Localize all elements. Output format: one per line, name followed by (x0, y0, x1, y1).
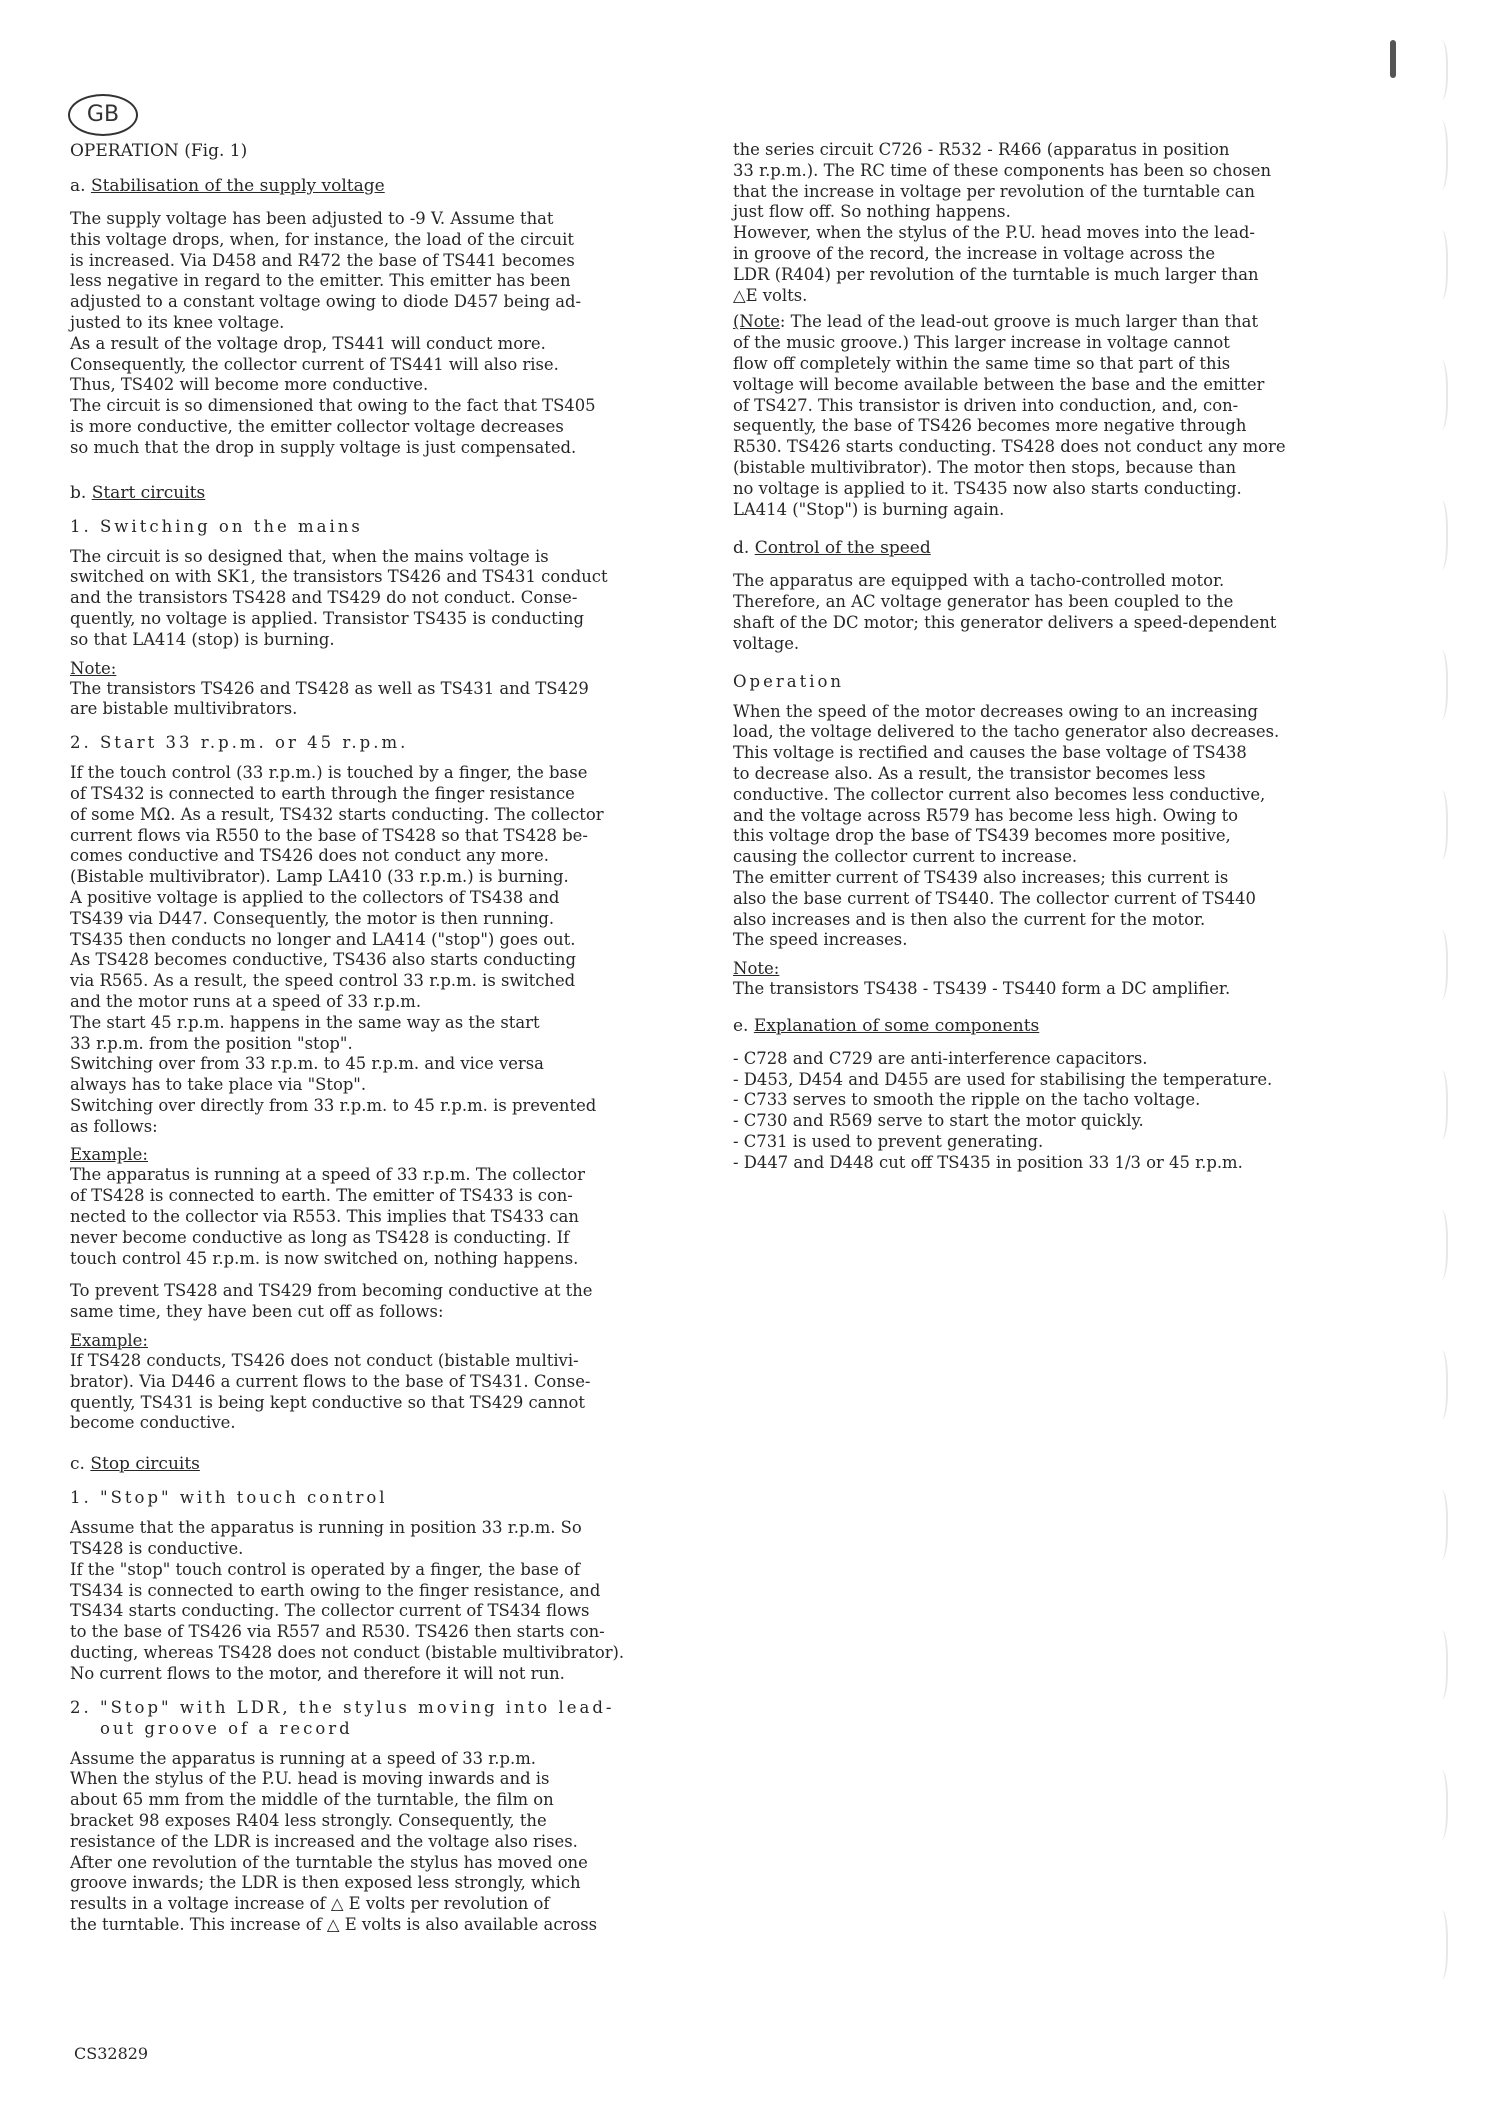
text-line: LDR (R404) per revolution of the turntable is much larger than (733, 264, 1259, 284)
section-title: Start circuits (91, 482, 206, 503)
text-line: less negative in regard to the emitter. This emitter has been (70, 271, 571, 291)
text-line: The speed increases. (733, 930, 908, 950)
text-line: also the base current of TS440. The collector current of TS440 (733, 888, 1256, 908)
section-prefix: e. (733, 1015, 754, 1036)
section-prefix: a. (70, 176, 91, 196)
text-line: The circuit is so dimensioned that owing to the fact that TS405 (70, 396, 596, 416)
text-line: to the base of TS426 via R557 and R530. TS426 then starts con- (70, 1622, 605, 1642)
text-line: also increases and is then also the current for the motor. (733, 909, 1206, 929)
subsection-heading-line: 2. "Stop" with LDR, the stylus moving into lead- (70, 1697, 615, 1717)
page-heading: OPERATION (Fig. 1) (70, 141, 248, 161)
paragraph (70, 1165, 690, 1269)
note-label: Note: (70, 658, 117, 678)
text-line: As a result of the voltage drop, TS441 will conduct more. (70, 333, 546, 353)
paragraph (70, 763, 690, 1137)
page-edge-shadow (1432, 120, 1448, 190)
text-line: The circuit is so designed that, when the mains voltage is (70, 546, 549, 566)
text-line: nected to the collector via R553. This implies that TS433 can (70, 1207, 579, 1227)
text-line: current flows via R550 to the base of TS428 so that TS428 be- (70, 825, 588, 845)
text-line: quently, TS431 is being kept conductive so that TS429 cannot (70, 1392, 585, 1412)
text-line: As TS428 becomes conductive, TS436 also starts conducting (70, 950, 576, 970)
text-line: to decrease also. As a result, the transistor becomes less (733, 763, 1206, 783)
text-line: 33 r.p.m.). The RC time of these components has been so chosen (733, 160, 1272, 180)
page-edge-shadow (1432, 650, 1448, 720)
text-line: This voltage is rectified and causes the base voltage of TS438 (733, 743, 1247, 763)
paragraph (70, 679, 690, 721)
text-line: No current flows to the motor, and therefore it will not run. (70, 1663, 565, 1683)
paragraph (70, 209, 690, 459)
page-edge-shadow (1432, 1630, 1448, 1700)
subsection-heading: 1. "Stop" with touch control (70, 1488, 388, 1508)
text-line: of TS427. This transistor is driven into conduction, and, con- (733, 395, 1239, 415)
text-line: the turntable. This increase of △ E volts is also available across (70, 1915, 598, 1934)
page-edge-shadow (1432, 500, 1448, 570)
section-title: Stabilisation of the supply voltage (90, 176, 385, 196)
page-edge-shadow (1432, 1210, 1448, 1280)
text-line: The transistors TS438 - TS439 - TS440 form a DC amplifier. (733, 979, 1231, 999)
text-line: adjusted to a constant voltage owing to diode D457 being ad- (70, 292, 582, 312)
note-line (733, 312, 1373, 333)
section-title: Explanation of some components (753, 1015, 1040, 1036)
example-label: Example: (70, 1331, 148, 1351)
text-line: never become conductive as long as TS428 is conducting. If (70, 1227, 570, 1247)
text-line: When the stylus of the P.U. head is moving inwards and is (70, 1769, 550, 1789)
page-edge-shadow (1432, 230, 1448, 300)
paragraph (70, 1351, 690, 1434)
text-line: TS428 is conductive. (70, 1539, 244, 1559)
text-line: about 65 mm from the middle of the turntable, the film on (70, 1790, 554, 1810)
text-line: - D453, D454 and D455 are used for stabilising the temperature. (733, 1069, 1273, 1089)
text-line: Consequently, the collector current of TS441 will also rise. (70, 354, 559, 374)
section-prefix: c. (70, 1454, 91, 1475)
section-e-heading (733, 1016, 1373, 1037)
text-line: The transistors TS426 and TS428 as well as TS431 and TS429 (70, 678, 589, 698)
text-line: switched on with SK1, the transistors TS426 and TS431 conduct (70, 567, 608, 587)
text-line: results in a voltage increase of △ E volts per revolution of (70, 1894, 550, 1914)
text-line: of TS428 is connected to earth. The emitter of TS433 is con- (70, 1186, 573, 1206)
text-line: the series circuit C726 - R532 - R466 (apparatus in position (733, 140, 1230, 159)
section-c-heading (70, 1454, 690, 1475)
text-line: - C728 and C729 are anti-interference capacitors. (733, 1048, 1148, 1068)
page-edge-shadow (1432, 930, 1448, 1000)
section-title: Stop circuits (90, 1454, 200, 1475)
text-line: A positive voltage is applied to the collectors of TS438 and (70, 887, 560, 907)
subsection-heading: 1. Switching on the mains (70, 516, 363, 536)
text-line: become conductive. (70, 1413, 236, 1433)
text-line: so that LA414 (stop) is burning. (70, 629, 335, 649)
text-line: comes conductive and TS426 does not conduct any more. (70, 846, 549, 866)
text-line: as follows: (70, 1116, 158, 1136)
note-text: : The lead of the lead-out groove is much larger than that (779, 312, 1259, 332)
paragraph (70, 1281, 690, 1323)
paragraph (733, 979, 1373, 1000)
text-line: If TS428 conducts, TS426 does not conduct (bistable multivi- (70, 1351, 579, 1371)
page-edge-shadow (1432, 1910, 1448, 1980)
text-line: - C730 and R569 serve to start the motor quickly. (733, 1111, 1144, 1131)
text-line: resistance of the LDR is increased and the voltage also rises. (70, 1831, 578, 1851)
text-line: touch control 45 r.p.m. is now switched on, nothing happens. (70, 1248, 579, 1268)
section-b-heading (70, 483, 690, 504)
text-line: of some MΩ. As a result, TS432 starts conducting. The collector (70, 804, 604, 824)
section-a-heading (70, 176, 690, 197)
text-line: - C733 serves to smooth the ripple on the tacho voltage. (733, 1090, 1201, 1110)
text-line: brator). Via D446 a current flows to the base of TS431. Conse- (70, 1371, 591, 1391)
section-prefix: b. (70, 482, 92, 503)
text-line: bracket 98 exposes R404 less strongly. Consequently, the (70, 1811, 547, 1831)
components-list (733, 1049, 1373, 1174)
text-line: TS434 starts conducting. The collector current of TS434 flows (70, 1601, 590, 1621)
left-column (70, 140, 690, 1942)
text-line: and the transistors TS428 and TS429 do not conduct. Conse- (70, 588, 578, 608)
note-label: (Note (733, 312, 780, 332)
text-line: TS435 then conducts no longer and LA414 ("stop") goes out. (70, 929, 576, 949)
text-line: just flow off. So nothing happens. (733, 202, 1011, 222)
text-line: no voltage is applied to it. TS435 now also starts conducting. (733, 478, 1242, 498)
subsection-heading-line: out groove of a record (100, 1718, 353, 1738)
scan-mark (1390, 40, 1396, 78)
subsection-heading (70, 1697, 690, 1739)
text-line: The apparatus is running at a speed of 33 r.p.m. The collector (70, 1165, 585, 1185)
paragraph (733, 571, 1373, 654)
example-label: Example: (70, 1145, 148, 1165)
text-line: The apparatus are equipped with a tacho-controlled motor. (733, 571, 1225, 591)
text-line: is increased. Via D458 and R472 the base of TS441 becomes (70, 250, 575, 270)
text-line: The emitter current of TS439 also increases; this current is (733, 867, 1229, 887)
text-line: LA414 ("Stop") is burning again. (733, 499, 1005, 519)
text-line: The supply voltage has been adjusted to -9 V. Assume that (70, 209, 554, 228)
text-line: groove inwards; the LDR is then exposed less strongly, which (70, 1873, 581, 1893)
text-line: TS434 is connected to earth owing to the finger resistance, and (70, 1580, 601, 1600)
text-line: ducting, whereas TS428 does not conduct (bistable multivibrator). (70, 1643, 625, 1663)
section-d-heading (733, 538, 1373, 559)
text-line: Assume that the apparatus is running in position 33 r.p.m. So (70, 1518, 582, 1538)
text-line: - C731 is used to prevent generating. (733, 1132, 1044, 1152)
text-line: After one revolution of the turntable the stylus has moved one (70, 1852, 588, 1872)
subsection-heading: 2. Start 33 r.p.m. or 45 r.p.m. (70, 733, 409, 753)
page-edge-shadow (1432, 1490, 1448, 1560)
text-line: When the speed of the motor decreases owing to an increasing (733, 701, 1259, 721)
text-line: (Bistable multivibrator). Lamp LA410 (33 r.p.m.) is burning. (70, 867, 569, 887)
text-line: and the voltage across R579 has become less high. Owing to (733, 805, 1239, 825)
text-line: of the music groove.) This larger increase in voltage cannot (733, 333, 1230, 353)
text-line: △E volts. (733, 285, 808, 305)
text-line: The start 45 r.p.m. happens in the same way as the start (70, 1012, 540, 1032)
text-line: of TS432 is connected to earth through the finger resistance (70, 783, 575, 803)
text-line: (bistable multivibrator). The motor then stops, because than (733, 457, 1237, 477)
text-line: voltage. (733, 633, 800, 653)
section-title: Control of the speed (754, 538, 931, 559)
text-line: 33 r.p.m. from the position "stop". (70, 1033, 353, 1053)
page-edge-shadow (1432, 360, 1448, 430)
text-line: via R565. As a result, the speed control 33 r.p.m. is switched (70, 971, 576, 991)
text-line: voltage will become available between the base and the emitter (733, 374, 1265, 394)
text-line: TS439 via D447. Consequently, the motor is then running. (70, 908, 555, 928)
text-line: quently, no voltage is applied. Transistor TS435 is conducting (70, 608, 585, 628)
text-line: conductive. The collector current also becomes less conductive, (733, 784, 1266, 804)
text-line: R530. TS426 starts conducting. TS428 does not conduct any more (733, 437, 1286, 457)
text-line: Assume the apparatus is running at a speed of 33 r.p.m. (70, 1748, 536, 1768)
text-line: sequently, the base of TS426 becomes more negative through (733, 416, 1247, 436)
page-edge-shadow (1432, 1770, 1448, 1840)
text-line: this voltage drop the base of TS439 becomes more positive, (733, 826, 1231, 846)
paragraph (733, 140, 1373, 306)
page-edge-shadow (1432, 40, 1448, 100)
language-badge: GB (68, 94, 138, 136)
page-edge-shadow (1432, 1350, 1448, 1420)
text-line: are bistable multivibrators. (70, 699, 298, 719)
text-line: justed to its knee voltage. (70, 312, 285, 332)
section-prefix: d. (733, 538, 755, 559)
page-edge-shadow (1432, 1070, 1448, 1140)
paragraph (70, 547, 690, 651)
text-line: Thus, TS402 will become more conductive. (70, 375, 429, 395)
text-line: - D447 and D448 cut off TS435 in position 33 1/3 or 45 r.p.m. (733, 1152, 1243, 1172)
text-line: and the motor runs at a speed of 33 r.p.m. (70, 991, 422, 1011)
right-column (733, 140, 1373, 1174)
text-line: load, the voltage delivered to the tacho generator also decreases. (733, 722, 1280, 742)
text-line: that the increase in voltage per revolution of the turntable can (733, 181, 1255, 201)
text-line: in groove of the record, the increase in voltage across the (733, 243, 1216, 263)
text-line: so much that the drop in supply voltage is just compensated. (70, 437, 577, 457)
text-line: same time, they have been cut off as follows: (70, 1302, 444, 1322)
text-line: flow off completely within the same time so that part of this (733, 353, 1231, 373)
text-line: shaft of the DC motor; this generator delivers a speed-dependent (733, 612, 1277, 632)
text-line: Switching over from 33 r.p.m. to 45 r.p.m. and vice versa (70, 1054, 544, 1074)
paragraph (70, 1749, 690, 1936)
note-label: Note: (733, 959, 780, 979)
subsection-heading: Operation (733, 671, 845, 691)
paragraph (70, 1518, 690, 1684)
page-edge-shadow (1432, 790, 1448, 860)
text-line: this voltage drops, when, for instance, the load of the circuit (70, 229, 574, 249)
paragraph (733, 702, 1373, 952)
text-line: always has to take place via "Stop". (70, 1075, 367, 1095)
text-line: is more conductive, the emitter collector voltage decreases (70, 416, 564, 436)
text-line: causing the collector current to increase. (733, 847, 1078, 867)
text-line: To prevent TS428 and TS429 from becoming conductive at the (70, 1281, 593, 1301)
text-line: Switching over directly from 33 r.p.m. to 45 r.p.m. is prevented (70, 1095, 597, 1115)
text-line: Therefore, an AC voltage generator has been coupled to the (733, 592, 1234, 612)
document-code: CS32829 (74, 2044, 149, 2063)
text-line: If the touch control (33 r.p.m.) is touched by a finger, the base (70, 763, 588, 783)
text-line: If the "stop" touch control is operated by a finger, the base of (70, 1559, 580, 1579)
text-line: However, when the stylus of the P.U. head moves into the lead- (733, 223, 1255, 243)
paragraph (733, 333, 1373, 520)
